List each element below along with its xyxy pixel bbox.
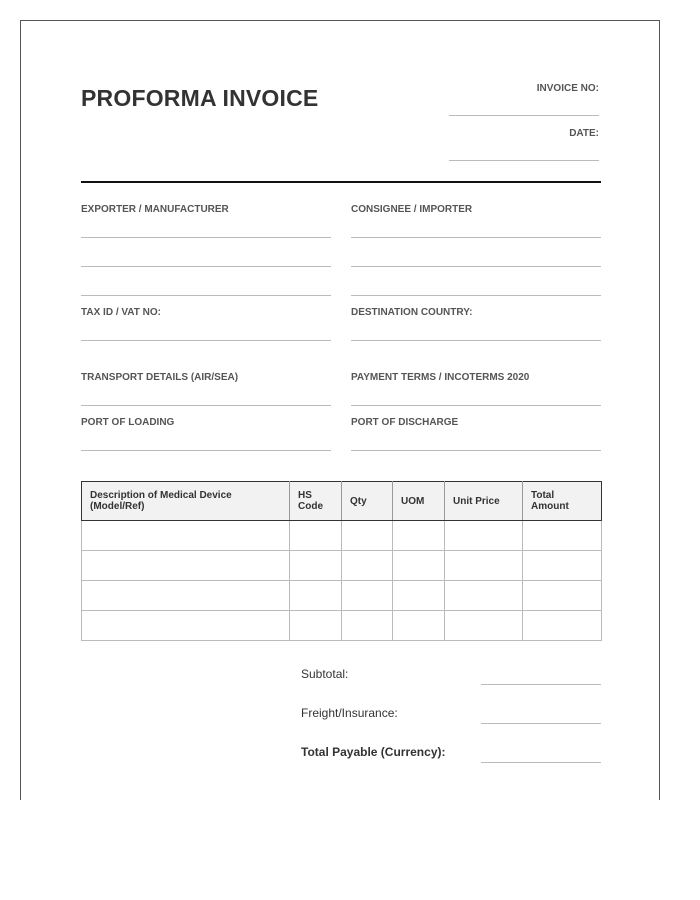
tax-id-field[interactable]	[81, 340, 331, 341]
exporter-field-line-2[interactable]	[81, 266, 331, 267]
table-cell[interactable]	[445, 551, 523, 581]
port-of-loading-field[interactable]	[81, 450, 331, 451]
destination-country-field[interactable]	[351, 340, 601, 341]
table-header-row	[82, 482, 602, 521]
table-cell[interactable]	[445, 581, 523, 611]
table-cell[interactable]	[342, 611, 393, 641]
port-of-discharge-field[interactable]	[351, 450, 601, 451]
consignee-field-line-1[interactable]	[351, 237, 601, 238]
consignee-field-line-3[interactable]	[351, 295, 601, 296]
header-divider	[81, 181, 601, 183]
table-cell[interactable]	[342, 581, 393, 611]
payment-terms-field[interactable]	[351, 405, 601, 406]
table-cell[interactable]	[523, 521, 602, 551]
table-cell[interactable]	[523, 551, 602, 581]
port-of-loading-label: PORT OF LOADING	[81, 417, 175, 428]
table-cell[interactable]	[290, 581, 342, 611]
header-total-amount: Total Amount	[523, 482, 602, 521]
invoice-no-label: INVOICE NO:	[536, 83, 599, 94]
table-cell[interactable]	[523, 611, 602, 641]
table-cell[interactable]	[393, 581, 445, 611]
table-cell[interactable]	[342, 521, 393, 551]
transport-details-label: TRANSPORT DETAILS (AIR/SEA)	[81, 372, 239, 383]
payment-terms-label: PAYMENT TERMS / INCOTERMS 2020	[351, 372, 530, 383]
subtotal-field[interactable]	[481, 684, 601, 685]
header-uom: UOM	[393, 482, 445, 521]
consignee-field-line-2[interactable]	[351, 266, 601, 267]
date-label: DATE:	[569, 128, 599, 139]
table-cell[interactable]	[393, 521, 445, 551]
table-cell[interactable]	[82, 521, 290, 551]
tax-id-label: TAX ID / VAT NO:	[81, 307, 161, 318]
consignee-label: CONSIGNEE / IMPORTER	[351, 204, 473, 215]
table-cell[interactable]	[82, 551, 290, 581]
invoice-no-field[interactable]	[449, 115, 599, 116]
total-payable-field[interactable]	[481, 762, 601, 763]
header-unit-price: Unit Price	[445, 482, 523, 521]
exporter-field-line-1[interactable]	[81, 237, 331, 238]
total-payable-label: Total Payable (Currency):	[301, 745, 446, 759]
table-cell[interactable]	[290, 611, 342, 641]
exporter-field-line-3[interactable]	[81, 295, 331, 296]
freight-insurance-label: Freight/Insurance:	[301, 706, 398, 720]
subtotal-label: Subtotal:	[301, 667, 349, 681]
table-cell[interactable]	[445, 611, 523, 641]
table-cell[interactable]	[82, 611, 290, 641]
document-title: PROFORMA INVOICE	[81, 85, 319, 111]
table-row	[82, 551, 602, 581]
table-cell[interactable]	[393, 551, 445, 581]
items-table	[81, 481, 602, 641]
table-cell[interactable]	[290, 551, 342, 581]
table-cell[interactable]	[82, 581, 290, 611]
transport-details-field[interactable]	[81, 405, 331, 406]
header-description: Description of Medical Device (Model/Ref)	[82, 482, 290, 521]
table-row	[82, 611, 602, 641]
table-row	[82, 581, 602, 611]
freight-insurance-field[interactable]	[481, 723, 601, 724]
table-cell[interactable]	[393, 611, 445, 641]
table-cell[interactable]	[445, 521, 523, 551]
table-row	[82, 521, 602, 551]
date-field[interactable]	[449, 160, 599, 161]
table-cell[interactable]	[342, 551, 393, 581]
header-hs-code: HS Code	[290, 482, 342, 521]
exporter-label: EXPORTER / MANUFACTURER	[81, 204, 229, 215]
header-qty: Qty	[342, 482, 393, 521]
invoice-sheet	[20, 20, 660, 800]
table-cell[interactable]	[523, 581, 602, 611]
table-cell[interactable]	[290, 521, 342, 551]
destination-country-label: DESTINATION COUNTRY:	[351, 307, 473, 318]
port-of-discharge-label: PORT OF DISCHARGE	[351, 417, 459, 428]
